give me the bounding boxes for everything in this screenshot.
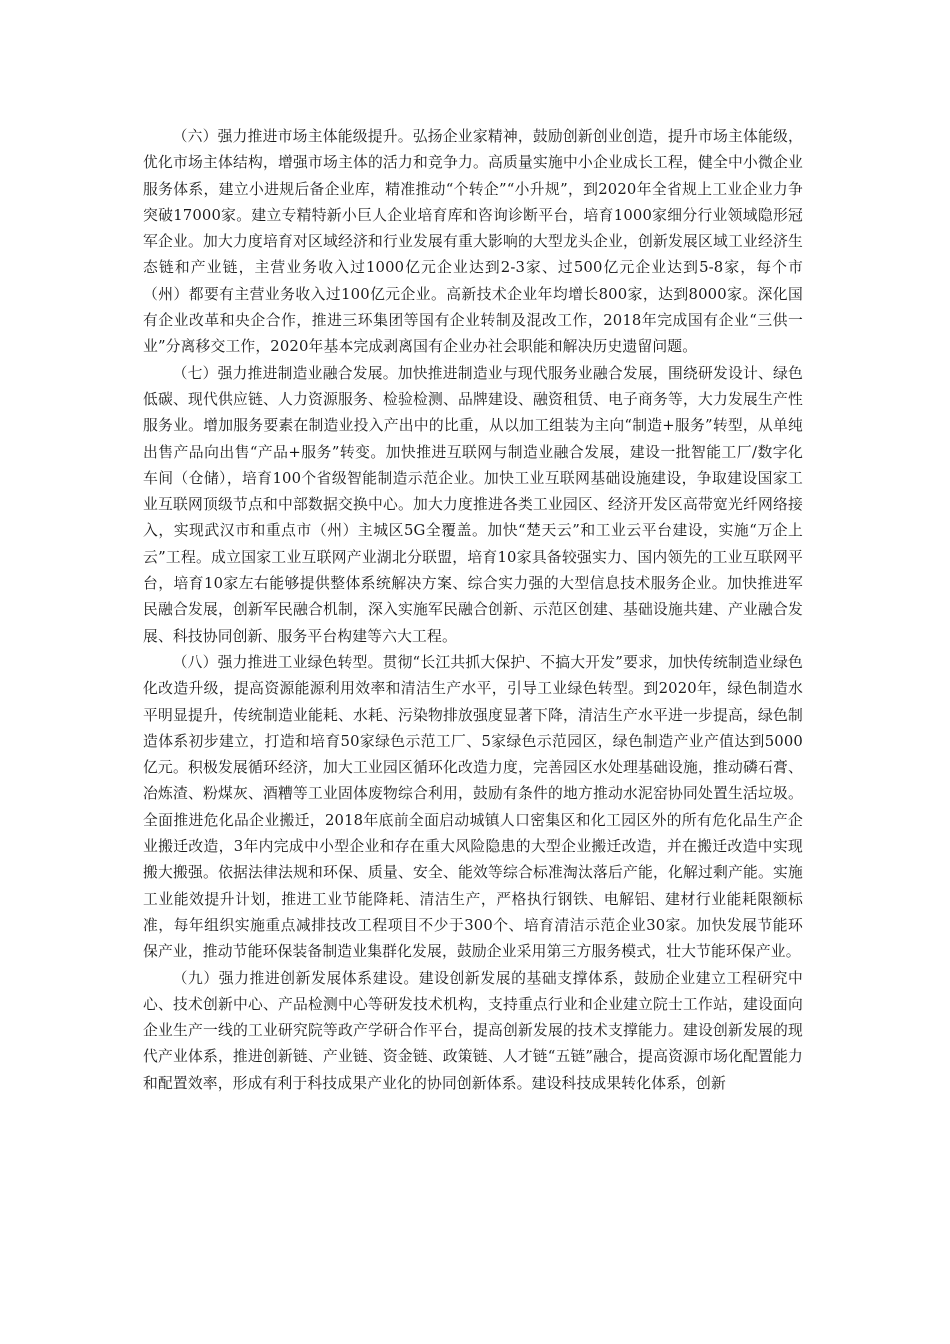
paragraph-6: （六）强力推进市场主体能级提升。弘扬企业家精神，鼓励创新创业创造，提升市场主体能级，优化市场主体结构，增强市场主体的活力和竞争力。高质量实施中小企业成长工程，健全中小微企业服务体系，建立小进规后备企业库，精准推动“个转企”“小升规”，到2020年全省规上工业企业力争突破17000家。建立专精特新小巨人企业培育库和咨询诊断平台，培育1000家细分行业领域隐形冠军企业。加大力度培育对区域经济和行业发展有重大影响的大型龙头企业，创新发展区域工业经济生态链和产业链，主营业务收入过1000亿元企业达到2-3家、过500亿元企业达到5-8家，每个市（州）都要有主营业务收入过100亿元企业。高新技术企业年均增长800家，达到8000家。深化国有企业改革和央企合作，推进三环集团等国有企业转制及混改工作，2018年完成国有企业“三供一业”分离移交工作，2020年基本完成剥离国有企业办社会职能和解决历史遗留问题。 [143,128,804,356]
document-body [143,124,803,1097]
paragraph-8: （八）强力推进工业绿色转型。贯彻“长江共抓大保护、不搞大开发”要求，加快传统制造业绿色化改造升级，提高资源能源利用效率和清洁生产水平，引导工业绿色转型。到2020年，绿色制造水平明显提升，传统制造业能耗、水耗、污染物排放强度显著下降，清洁生产水平进一步提高，绿色制造体系初步建立，打造和培育50家绿色示范工厂、5家绿色示范园区，绿色制造产业产值达到5000亿元。积极发展循环经济，加大工业园区循环化改造力度，完善园区水处理基础设施，推动磷石膏、冶炼渣、粉煤灰、酒糟等工业固体废物综合利用，鼓励有条件的地方推动水泥窑协同处置生活垃圾。全面推进危化品企业搬迁，2018年底前全面启动城镇人口密集区和化工园区外的所有危化品生产企业搬迁改造，3年内完成中小型企业和存在重大风险隐患的大型企业搬迁改造，并在搬迁改造中实现搬大搬强。依据法律法规和环保、质量、安全、能效等综合标准淘汰落后产能，化解过剩产能。实施工业能效提升计划，推进工业节能降耗、清洁生产，严格执行钢铁、电解铝、建材行业能耗限额标准，每年组织实施重点减排技改工程项目不少于300个、培育清洁示范企业30家。加快发展节能环保产业，推动节能环保装备制造业集群化发展，鼓励企业采用第三方服务模式，壮大节能环保产业。 [143,653,803,961]
paragraph-7: （七）强力推进制造业融合发展。加快推进制造业与现代服务业融合发展，围绕研发设计、绿色低碳、现代供应链、人力资源服务、检验检测、品牌建设、融资租赁、电子商务等，大力发展生产性服务业。增加服务要素在制造业投入产出中的比重，从以加工组装为主向“制造+服务”转型，从单纯出售产品向出售“产品+服务”转变。加快推进互联网与制造业融合发展，建设一批智能工厂/数字化车间（仓储），培育100个省级智能制造示范企业。加快工业互联网基础设施建设，争取建设国家工业互联网顶级节点和中部数据交换中心。加大力度推进各类工业园区、经济开发区高带宽光纤网络接入，实现武汉市和重点市（州）主城区5G全覆盖。加快“楚天云”和工业云平台建设，实施“万企上云”工程。成立国家工业互联网产业湖北分联盟，培育10家具备较强实力、国内领先的工业互联网平台，培育10家左右能够提供整体系统解决方案、综合实力强的大型信息技术服务企业。加快推进军民融合发展，创新军民融合机制，深入实施军民融合创新、示范区创建、基础设施共建、产业融合发展、科技协同创新、服务平台构建等六大工程。 [143,364,803,645]
paragraph-9: （九）强力推进创新发展体系建设。建设创新发展的基础支撑体系，鼓励企业建立工程研究中心、技术创新中心、产品检测中心等研发技术机构，支持重点行业和企业建立院士工作站，建设面向企业生产一线的工业研究院等政产学研合作平台，提高创新发展的技术支撑能力。建设创新发展的现代产业体系，推进创新链、产业链、资金链、政策链、人才链“五链”融合，提高资源市场化配置能力和配置效率，形成有利于科技成果产业化的协同创新体系。建设科技成果转化体系，创新 [143,969,803,1092]
